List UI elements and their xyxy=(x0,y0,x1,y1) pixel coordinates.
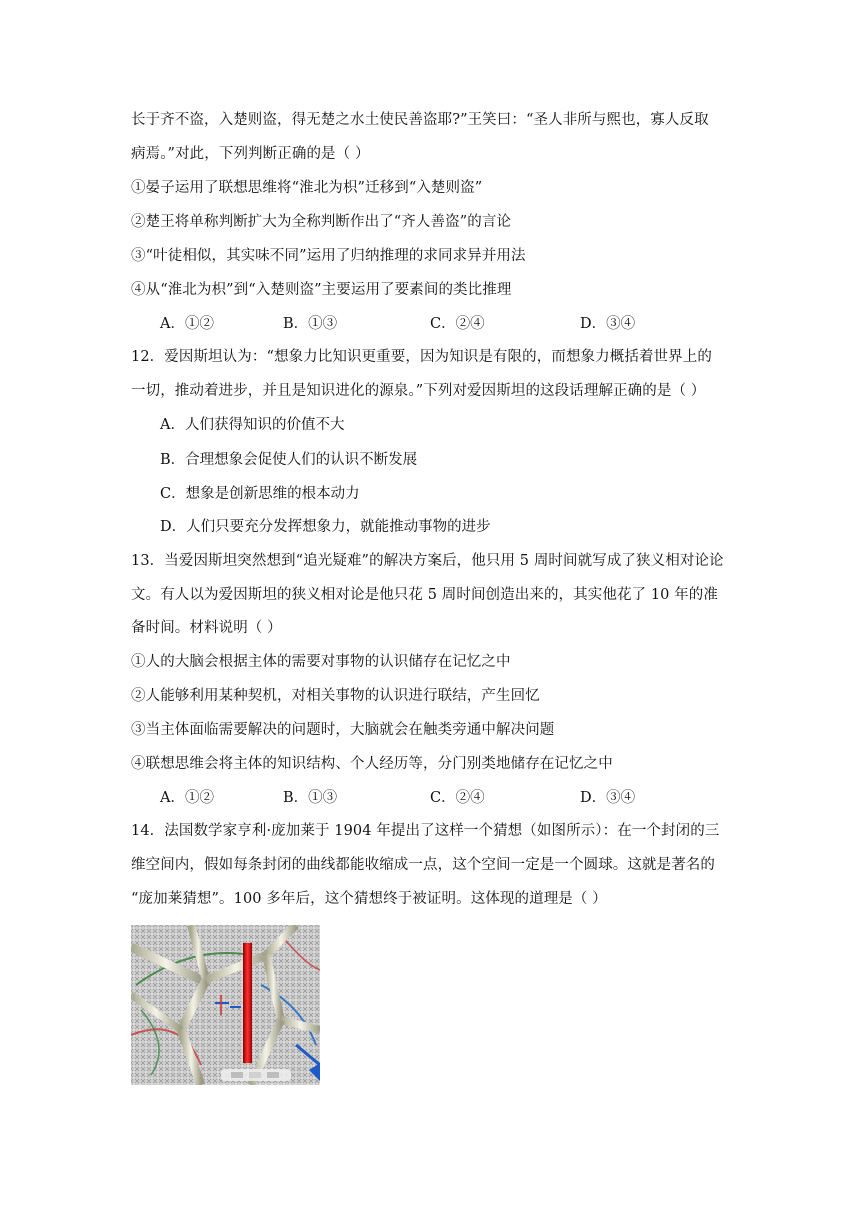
q13-option-a[interactable]: A．①② xyxy=(160,790,214,806)
q13-option-d[interactable]: D．③④ xyxy=(580,790,636,806)
q14-stem-line-3: “庞加莱猜想”。100 多年后，这个猜想终于被证明。这体现的道理是（ ） xyxy=(131,891,607,907)
q11-option-b[interactable]: B．①③ xyxy=(283,316,338,332)
poincare-lattice-image xyxy=(131,925,320,1085)
q12-option-a[interactable]: A．人们获得知识的价值不大 xyxy=(160,417,345,433)
q12-option-b[interactable]: B．合理想象会促使人们的认识不断发展 xyxy=(160,452,418,468)
q11-statement-3: ③“叶徒相似，其实味不同”运用了归纳推理的求同求异并用法 xyxy=(131,248,526,264)
q13-stem-line-3: 备时间。材料说明（ ） xyxy=(131,620,282,636)
q13-option-c[interactable]: C．②④ xyxy=(430,790,485,806)
q11-statement-1: ①晏子运用了联想思维将“淮北为枳”迁移到“入楚则盗” xyxy=(131,180,483,196)
q13-statement-1: ①人的大脑会根据主体的需要对事物的认识储存在记忆之中 xyxy=(131,654,511,670)
q11-line-2: 病焉。”对此，下列判断正确的是（ ） xyxy=(131,146,370,162)
q11-option-a[interactable]: A．①② xyxy=(160,316,214,332)
q12-stem-line-1: 12．爱因斯坦认为：“想象力比知识更重要，因为知识是有限的，而想象力概括着世界上的 xyxy=(131,349,712,365)
q11-statement-2: ②楚王将单称判断扩大为全称判断作出了“齐人善盗”的言论 xyxy=(131,214,512,230)
q13-statement-3: ③当主体面临需要解决的问题时，大脑就会在触类旁通中解决问题 xyxy=(131,722,555,738)
q11-option-c[interactable]: C．②④ xyxy=(430,316,485,332)
q11-statement-4: ④从“淮北为枳”到“入楚则盗”主要运用了要素间的类比推理 xyxy=(131,282,512,298)
q13-statement-4: ④联想思维会将主体的知识结构、个人经历等，分门别类地储存在记忆之中 xyxy=(131,756,613,772)
q14-stem-line-1: 14．法国数学家亨利·庞加莱于 1904 年提出了这样一个猜想（如图所示）：在一个封闭的三 xyxy=(131,823,720,839)
q12-option-d[interactable]: D．人们只要充分发挥想象力，就能推动事物的进步 xyxy=(160,519,491,535)
q12-option-c[interactable]: C．想象是创新思维的根本动力 xyxy=(160,486,360,502)
q13-statement-2: ②人能够利用某种契机，对相关事物的认识进行联结，产生回忆 xyxy=(131,688,540,704)
q11-option-d[interactable]: D．③④ xyxy=(580,316,636,332)
q12-stem-line-2: 一切，推动着进步，并且是知识进化的源泉。”下列对爱因斯坦的这段话理解正确的是（ ） xyxy=(131,383,706,399)
q14-stem-line-2: 维空间内，假如每条封闭的曲线都能收缩成一点，这个空间一定是一个圆球。这就是著名的 xyxy=(131,857,715,873)
q13-stem-line-1: 13．当爱因斯坦突然想到“追光疑难”的解决方案后，他只用 5 周时间就写成了狭义相对论论 xyxy=(131,553,724,569)
q11-line-1: 长于齐不盗，入楚则盗，得无楚之水土使民善盗耶?”王笑曰：“圣人非所与熙也，寡人反取 xyxy=(131,112,709,128)
q13-stem-line-2: 文。有人以为爱因斯坦的狭义相对论是他只花 5 周时间创造出来的，其实他花了 10 年的准 xyxy=(131,587,719,603)
q13-option-b[interactable]: B．①③ xyxy=(283,790,338,806)
